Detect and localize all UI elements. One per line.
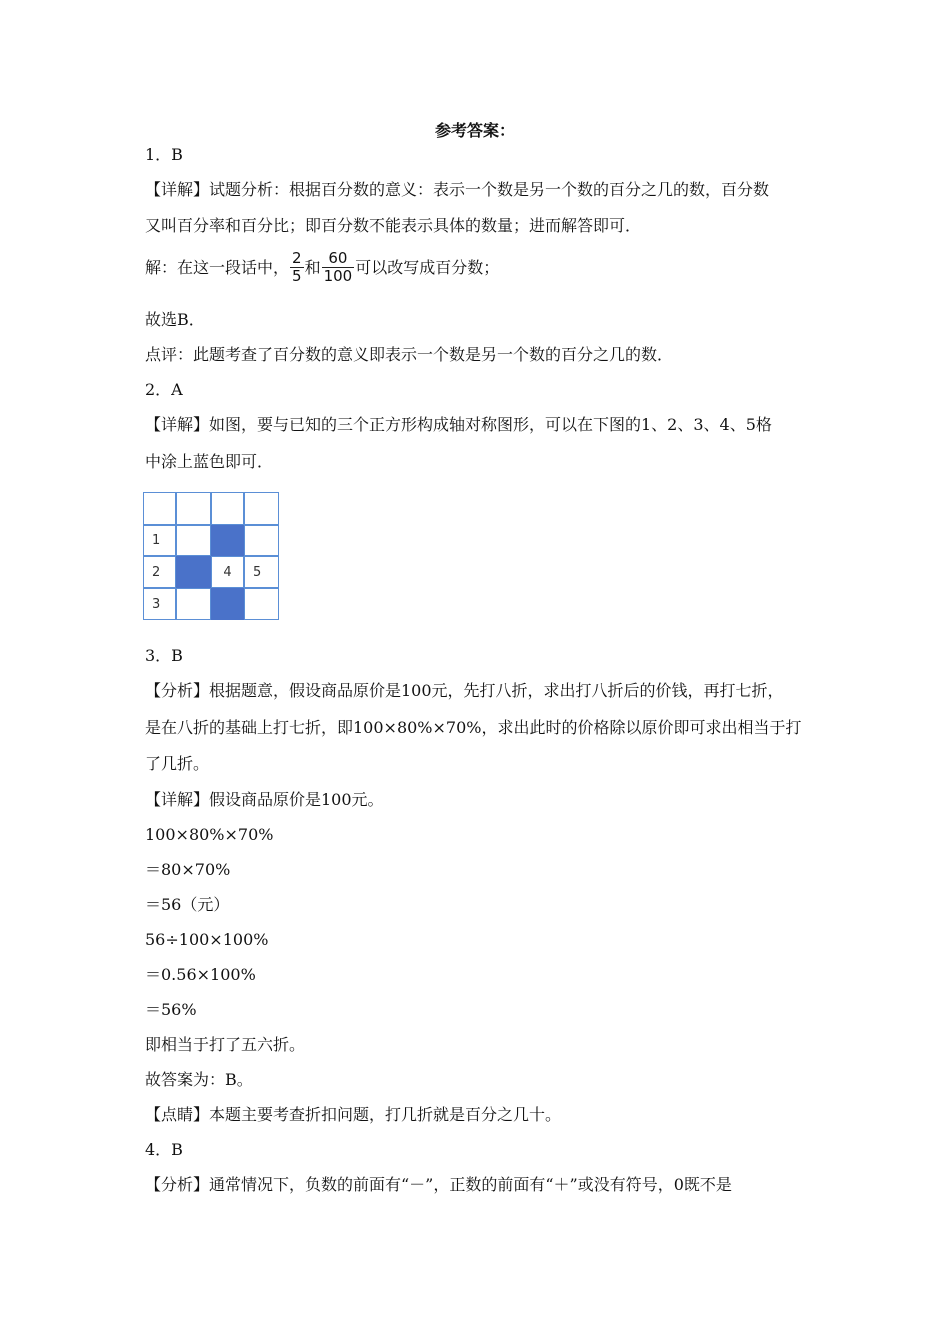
fraction-suffix: 可以改写成百分数；	[355, 257, 500, 277]
grid-cell-1: 1	[143, 525, 176, 556]
grid-cell	[211, 492, 244, 525]
text-line: 【点睛】本题主要考查折扣问题，打几折就是百分之几十。	[145, 1105, 562, 1124]
calc-line: 56÷100×100%	[145, 930, 269, 949]
text-line: 【分析】通常情况下，负数的前面有“－”，正数的前面有“＋”或没有符号，0既不是	[145, 1175, 732, 1194]
answer-3: 3．B	[145, 646, 183, 665]
grid-cell	[244, 525, 279, 556]
grid-cell	[244, 492, 279, 525]
grid-cell	[176, 525, 211, 556]
grid-cell-filled	[211, 525, 244, 556]
grid-cell	[176, 588, 211, 620]
grid-cell-5: 5	[244, 556, 279, 588]
text-line: 又叫百分率和百分比；即百分数不能表示具体的数量；进而解答即可．	[145, 216, 642, 235]
answer-2: 2．A	[145, 380, 183, 399]
grid-cell-3: 3	[143, 588, 176, 620]
text-line: 故选B．	[145, 310, 205, 329]
grid-cell	[176, 492, 211, 525]
page-title: 参考答案：	[434, 121, 515, 140]
text-line: 【详解】假设商品原价是100元。	[145, 790, 384, 809]
grid-cell-filled	[211, 588, 244, 620]
grid-cell-4: 4	[211, 556, 244, 588]
grid-cell	[143, 492, 176, 525]
text-line: 【分析】根据题意，假设商品原价是100元，先打八折，求出打八折后的价钱，再打七折，	[145, 681, 784, 700]
fraction-joiner: 和	[304, 257, 321, 277]
text-line: 是在八折的基础上打七折，即100×80%×70%，求出此时的价格除以原价即可求出相当于打	[145, 718, 802, 737]
text-line: 了几折。	[145, 754, 210, 773]
answer-1: 1．B	[145, 145, 183, 164]
calc-line: ＝56%	[145, 1000, 197, 1019]
grid-cell-2: 2	[143, 556, 176, 588]
text-line: 点评：此题考查了百分数的意义即表示一个数是另一个数的百分之几的数．	[145, 345, 674, 364]
grid-cell-filled	[176, 556, 211, 588]
calc-line: ＝80×70%	[145, 860, 231, 879]
fraction-2-5: $\frac{2}{5}$	[292, 249, 302, 285]
fraction-60-100: $\frac{60}{100}$	[323, 249, 353, 285]
symmetry-grid	[143, 492, 279, 620]
text-line: 故答案为：B。	[145, 1070, 253, 1089]
grid-cell	[244, 588, 279, 620]
text-line: 【详解】如图，要与已知的三个正方形构成轴对称图形，可以在下图的1、2、3、4、5格	[145, 415, 772, 434]
text-line: 【详解】试题分析：根据百分数的意义：表示一个数是另一个数的百分之几的数，百分数	[145, 180, 770, 199]
text-line: 即相当于打了五六折。	[145, 1035, 306, 1054]
text-line: 中涂上蓝色即可．	[145, 452, 274, 471]
fraction-line	[145, 250, 499, 285]
fraction-prefix: 解：在这一段话中，	[145, 257, 290, 277]
answer-4: 4．B	[145, 1140, 183, 1159]
calc-line: 100×80%×70%	[145, 825, 274, 844]
calc-line: ＝56（元）	[145, 895, 230, 914]
calc-line: ＝0.56×100%	[145, 965, 256, 984]
